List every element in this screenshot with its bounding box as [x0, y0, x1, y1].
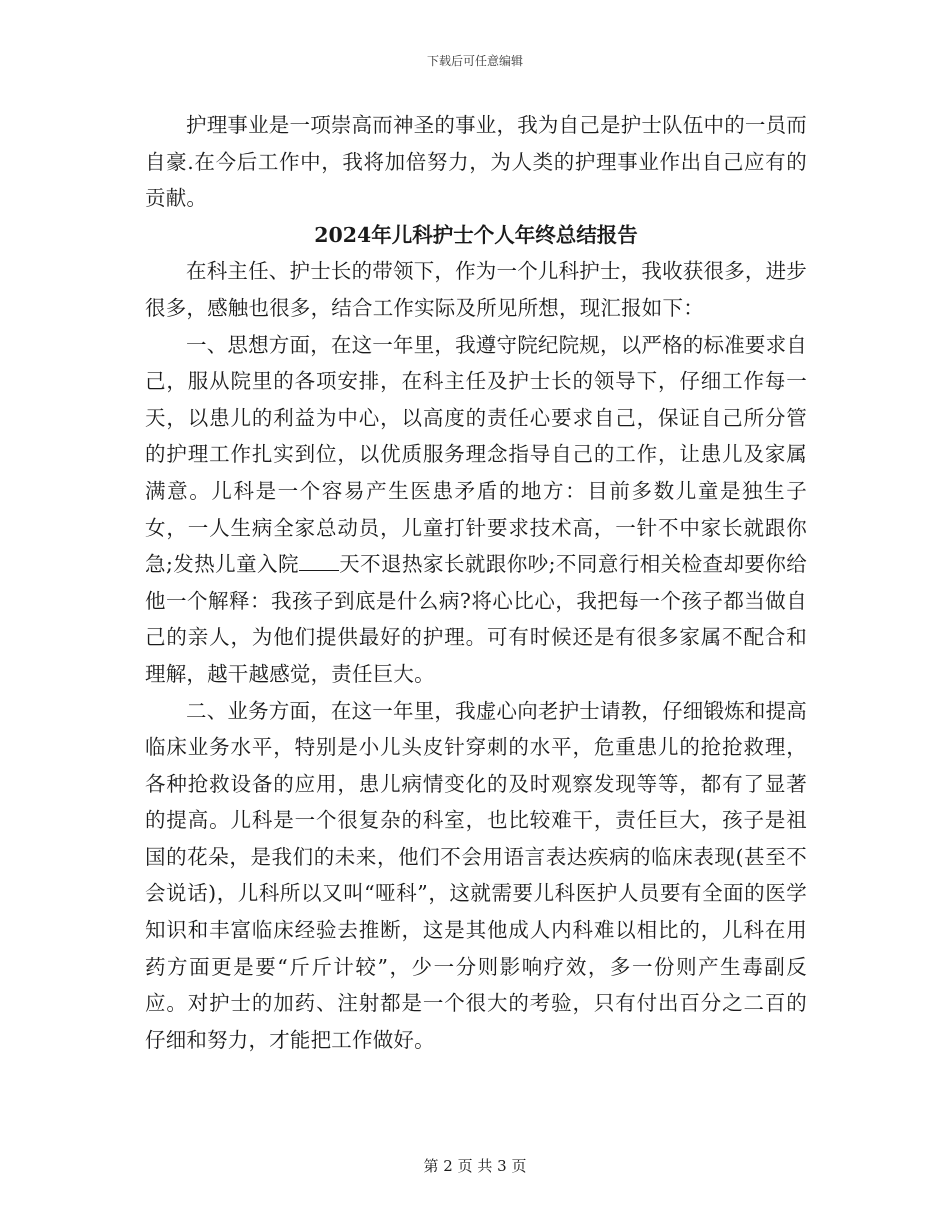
paragraph-business: 二、业务方面，在这一年里，我虚心向老护士请教，仔细锻炼和提高临床业务水平，特别是小儿头皮针穿刺的水平，危重患儿的抢抢救理，各种抢救设备的应用，患儿病情变化的及时观察发现等等，都有了显著的提高。儿科是一个很复杂的科室，也比较难干，责任巨大，孩子是祖国的花朵，是我们的未来，他们不会用语言表达疾病的临床表现(甚至不会说话)，儿科所以又叫“哑科”，这就需要儿科医护人员要有全面的医学知识和丰富临床经验去推断，这是其他成人内科难以相比的，儿科在用药方面更是要“斤斤计较”，少一分则影响疗效，多一份则产生毒副反应。对护士的加药、注射都是一个很大的考验，只有付出百分之二百的仔细和努力，才能把工作做好。: [145, 698, 807, 1052]
paragraph-intro-report: 在科主任、护士长的带领下，作为一个儿科护士，我收获很多，进步很多，感触也很多，结合工作实际及所见所想，现汇报如下：: [145, 259, 807, 320]
page-header: 下载后可任意编辑: [426, 54, 523, 68]
fill-in-blank: [299, 552, 339, 571]
intro-paragraph: 护理事业是一项崇高而神圣的事业，我为自己是护士队伍中的一员而自豪.在今后工作中，我将加倍努力，为人类的护理事业作出自己应有的贡献。: [145, 113, 807, 211]
page-number: 第 2 页 共 3 页: [423, 1157, 527, 1175]
document-title: 2024年儿科护士个人年终总结报告: [314, 222, 638, 247]
paragraph-ideology: [145, 327, 807, 693]
document-body: [145, 107, 807, 1058]
paragraph-ideology-part1: 一、思想方面，在这一年里，我遵守院纪院规，以严格的标准要求自己，服从院里的各项安排，在科主任及护士长的领导下，仔细工作每一天，以患儿的利益为中心，以高度的责任心要求自己，保证自己所分管的护理工作扎实到位，以优质服务理念指导自己的工作，让患儿及家属满意。儿科是一个容易产生医患矛盾的地方：目前多数儿童是独生子女，一人生病全家总动员，儿童打针要求技术高，一针不中家长就跟你急;发热儿童入院: [145, 332, 807, 577]
paragraph-ideology-part2: 天不退热家长就跟你吵;不同意行相关检查却要你给他一个解释：我孩子到底是什么病?将心比心，我把每一个孩子都当做自己的亲人，为他们提供最好的护理。可有时候还是有很多家属不配合和理解，越干越感觉，责任巨大。: [145, 552, 807, 686]
